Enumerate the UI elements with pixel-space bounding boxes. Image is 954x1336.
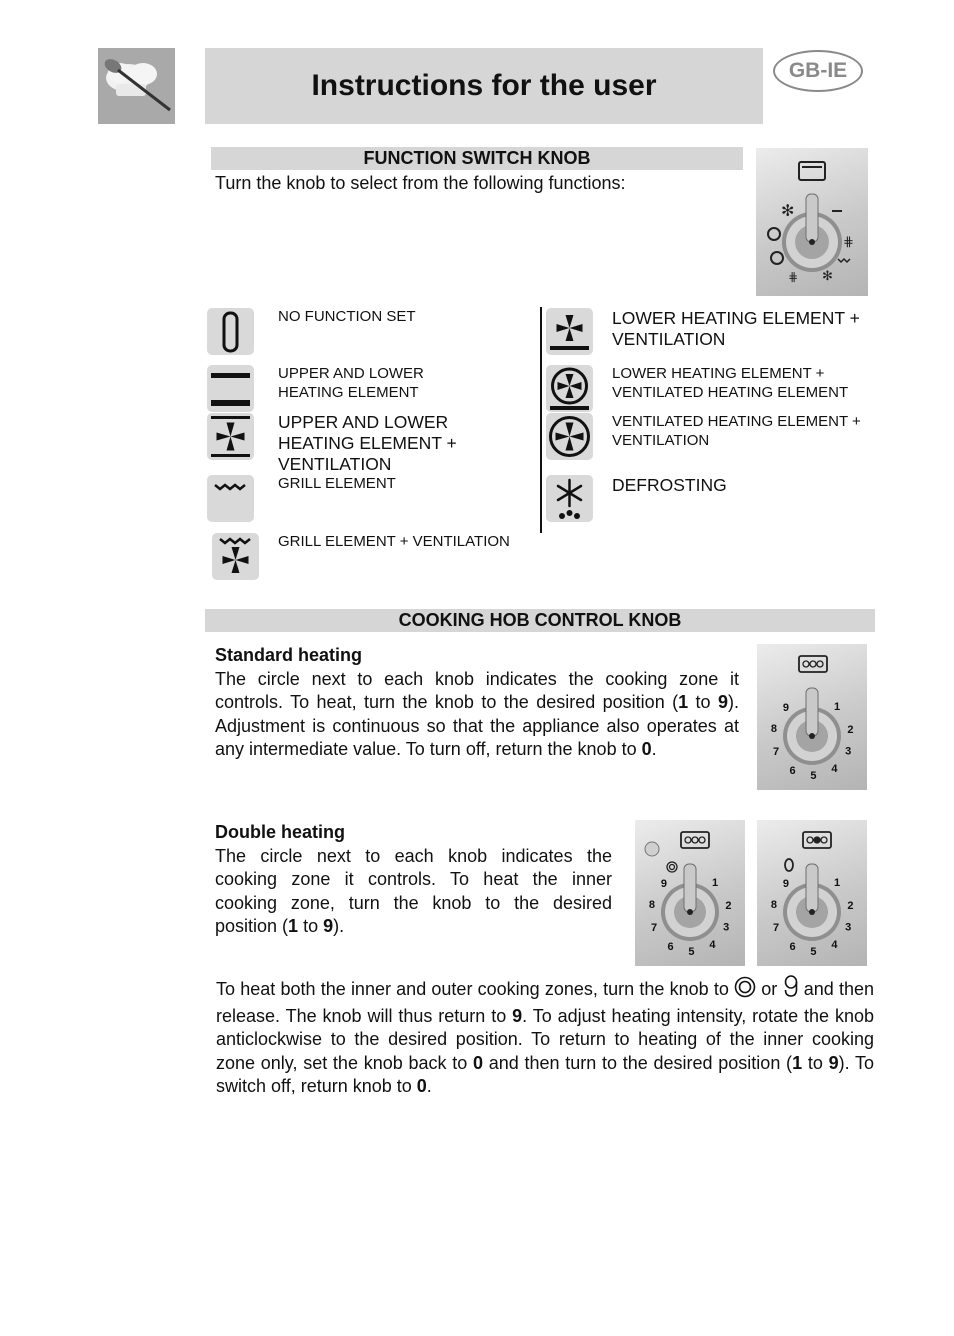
knob-number-1: 1: [712, 877, 719, 890]
lower-fan-icon: [546, 308, 593, 355]
double-ring-mark-icon: [667, 862, 677, 872]
knob-number-8: 8: [648, 898, 655, 911]
knob-number-1: 1: [834, 701, 841, 714]
double-hob-knob-image-b: [757, 820, 867, 966]
knob-pivot: [687, 909, 693, 915]
knob-number-4: 4: [709, 938, 716, 951]
both-text-2: or: [756, 979, 783, 999]
knob-number-6: 6: [789, 764, 796, 777]
function-label-defrost: DEFROSTING: [612, 475, 727, 495]
defrost-icon: [546, 475, 593, 522]
standard-text-1: The circle next to each knob indicates the cooking zone it controls. To heat, turn the knob to the desired position (: [215, 668, 739, 712]
knob-handle: [806, 864, 818, 912]
standard-heating-block: [215, 644, 739, 762]
knob-number-1: 1: [834, 877, 841, 890]
hob-zone-dot: [803, 661, 809, 667]
standard-text-4: .: [651, 739, 657, 759]
svg-text:⋕: ⋕: [843, 235, 854, 250]
hob-knob-drawing: [635, 820, 745, 966]
double-heating-title: Double heating: [215, 822, 345, 842]
loop-mark-icon: [785, 859, 793, 871]
no-function-icon: [207, 308, 254, 355]
knob-number-6: 6: [789, 940, 796, 953]
page-title: Instructions for the user: [311, 69, 657, 102]
double-text-3: ).: [333, 916, 345, 936]
pilot-light-icon: [645, 842, 659, 856]
svg-text:✻: ✻: [781, 201, 795, 220]
both-zones-block: [216, 974, 874, 1099]
circular-fan-icon: [546, 413, 593, 460]
upper-lower-heating-icon: [207, 365, 254, 412]
knob-number-7: 7: [651, 922, 658, 935]
function-section-heading: FUNCTION SWITCH KNOB: [211, 147, 743, 170]
knob-number-5: 5: [810, 946, 817, 958]
standard-hob-knob-image: [757, 644, 867, 790]
both-text-6: to: [802, 1052, 829, 1073]
both-bold-4: 9: [828, 1052, 839, 1073]
standard-heating-title: Standard heating: [215, 645, 363, 665]
language-badge: GB-IE: [773, 50, 863, 92]
chef-hat-spoon-icon: [98, 48, 175, 124]
both-text-7: ). To switch off, return knob to: [216, 1052, 874, 1096]
standard-bold-1: 1: [678, 692, 689, 712]
standard-bold-3: 0: [641, 739, 652, 759]
knob-number-2: 2: [847, 900, 854, 913]
both-bold-3: 1: [792, 1052, 803, 1073]
knob-number-5: 5: [688, 946, 695, 958]
oven-light-icon: [799, 162, 825, 180]
function-label-upper-lower-fan: UPPER AND LOWER HEATING ELEMENT + VENTILATION: [278, 412, 457, 474]
function-label-lower-fan: LOWER HEATING ELEMENT + VENTILATION: [612, 308, 860, 349]
hob-section-heading: COOKING HOB CONTROL KNOB: [205, 609, 875, 632]
knob-handle: [684, 864, 696, 912]
hob-knob-drawing: [757, 820, 867, 966]
page-title-bar: [205, 48, 763, 124]
knob-number-8: 8: [770, 722, 777, 735]
column-divider: [540, 307, 542, 533]
both-text-8: .: [426, 1076, 432, 1096]
double-heating-block: [215, 821, 612, 939]
knob-number-7: 7: [773, 922, 780, 935]
svg-text:⋕: ⋕: [788, 270, 799, 284]
function-label-grill-fan: GRILL ELEMENT + VENTILATION: [278, 533, 510, 550]
hob-zone-dot: [817, 661, 823, 667]
both-bold-1: 9: [512, 1005, 523, 1026]
knob-pivot: [809, 909, 815, 915]
hob-zone-dot: [807, 837, 813, 843]
both-text-5: and then turn to the desired position (: [482, 1052, 793, 1073]
knob-number-7: 7: [773, 746, 780, 759]
double-ring-icon: [734, 976, 756, 1005]
standard-text-2: to: [688, 692, 718, 712]
knob-pivot: [809, 733, 815, 739]
hob-zone-dot: [821, 837, 827, 843]
lower-circular-fan-icon: [546, 365, 593, 412]
function-label-lower-circular-fan: LOWER HEATING ELEMENT + VENTILATED HEATING ELEMENT: [612, 365, 849, 401]
hob-zone-dot: [699, 837, 705, 843]
double-bold-2: 9: [323, 916, 334, 936]
both-text-4: . To adjust heating intensity, rotate the knob anticlockwise to the desired position. To return to heating of the inner cooking zone only, set the knob back to: [216, 1005, 874, 1073]
hob-zone-dot: [810, 661, 816, 667]
knob-number-2: 2: [725, 900, 732, 913]
knob-number-3: 3: [845, 921, 852, 934]
knob-number-9: 9: [782, 878, 789, 890]
function-intro: Turn the knob to select from the following functions:: [215, 173, 626, 193]
knob-number-3: 3: [723, 921, 730, 934]
hob-knob-drawing: [757, 644, 867, 790]
knob-number-9: 9: [660, 878, 667, 890]
knob-number-4: 4: [831, 762, 838, 775]
svg-text:✻: ✻: [822, 269, 833, 284]
standard-text-3: ). Adjustment is continuous so that the appliance also operates at any intermediate value. To turn off, return the knob to: [215, 692, 740, 759]
hob-zone-dot: [685, 837, 691, 843]
knob-handle: [806, 688, 818, 736]
double-ring-inner-icon: [670, 865, 675, 870]
both-bold-2: 0: [472, 1052, 483, 1073]
chef-logo: [98, 48, 175, 124]
function-label-circular-fan: VENTILATED HEATING ELEMENT + VENTILATION: [612, 413, 861, 449]
double-bold-1: 1: [288, 916, 299, 936]
standard-bold-2: 9: [718, 692, 729, 712]
both-text-3: and then release. The knob will thus return to: [216, 979, 875, 1026]
function-label-grill: GRILL ELEMENT: [278, 475, 396, 492]
knob-number-5: 5: [810, 770, 817, 782]
grill-fan-icon: [212, 533, 259, 580]
function-label-upper-lower: UPPER AND LOWER HEATING ELEMENT: [278, 365, 424, 401]
knob-number-6: 6: [667, 940, 674, 953]
knob-number-9: 9: [782, 702, 789, 714]
function-knob-image: [756, 148, 868, 296]
function-label-no-function: NO FUNCTION SET: [278, 308, 416, 325]
double-text-1: The circle next to each knob indicates the cooking zone it controls. To heat the inner cooking zone, turn the knob to the desired position (: [215, 845, 612, 936]
hob-zone-dot: [692, 837, 698, 843]
both-text-1: To heat both the inner and outer cooking zones, turn the knob to: [216, 979, 735, 999]
knob-number-3: 3: [845, 745, 852, 758]
upper-lower-fan-icon: [207, 413, 254, 460]
loop-position-icon: [783, 974, 799, 1005]
grill-icon: [207, 475, 254, 522]
knob-number-2: 2: [847, 724, 854, 737]
hob-zone-dot: [814, 837, 820, 843]
knob-number-4: 4: [831, 938, 838, 951]
knob-number-8: 8: [770, 898, 777, 911]
both-bold-5: 0: [416, 1076, 427, 1096]
double-text-2: to: [298, 916, 324, 936]
double-hob-knob-image-a: [635, 820, 745, 966]
